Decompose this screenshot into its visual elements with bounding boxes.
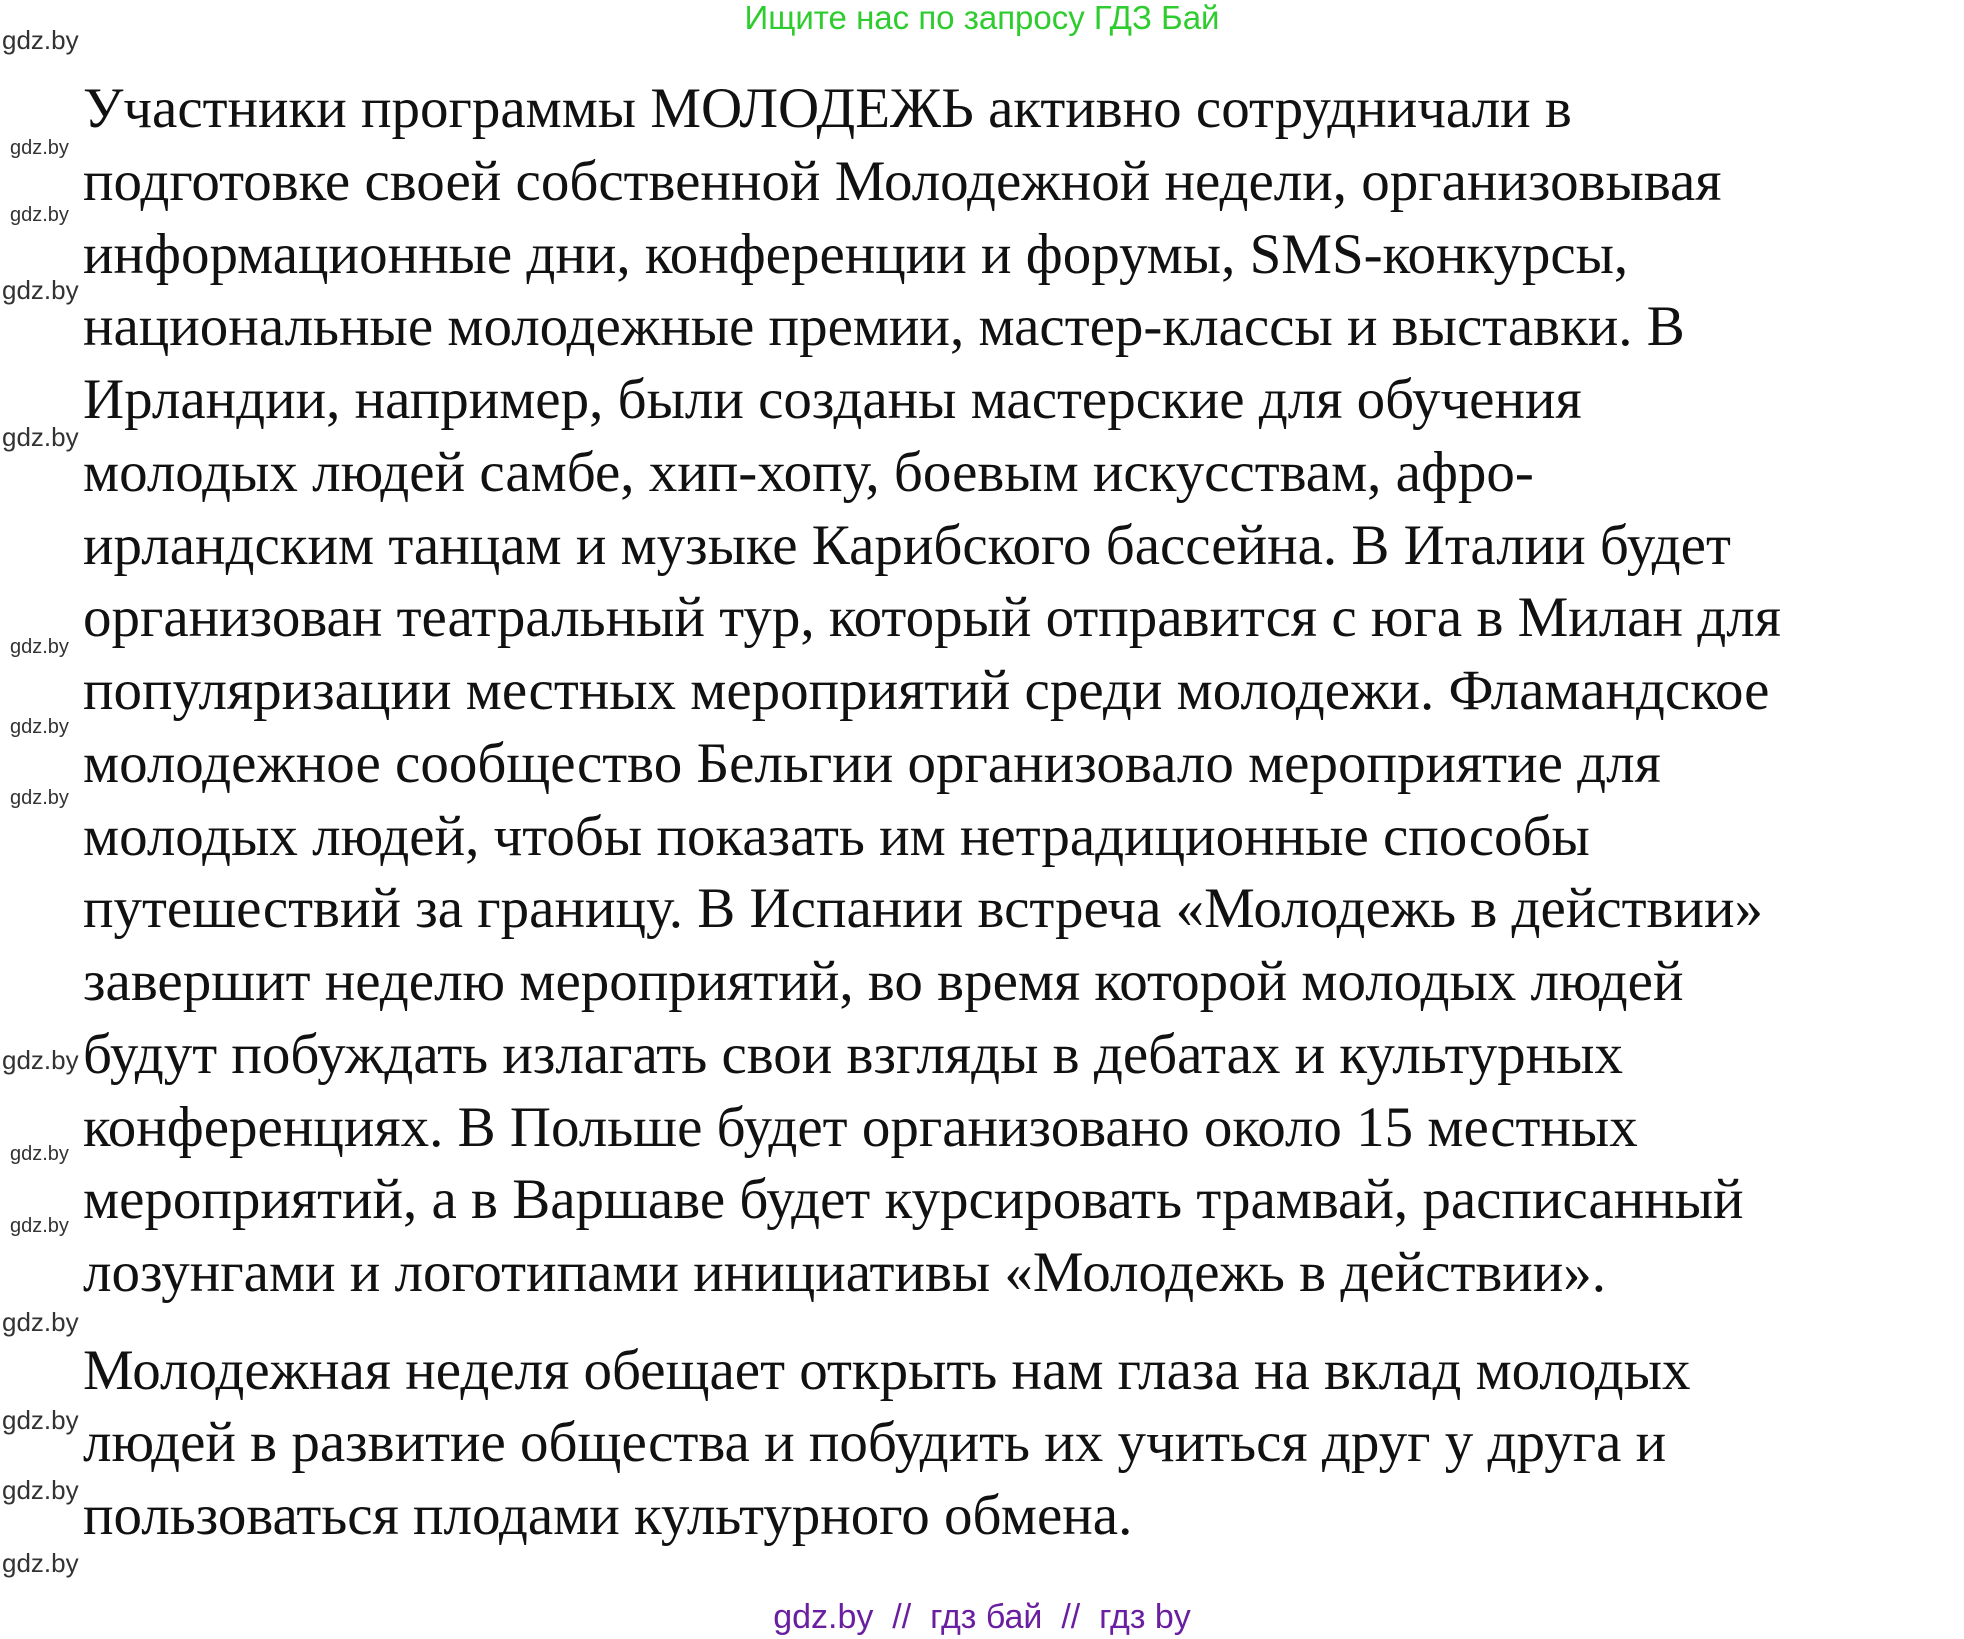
watermark: gdz.by	[10, 787, 69, 809]
text-line: мероприятий, а в Варшаве будет курсировать трамвай, расписанный	[83, 1168, 1744, 1231]
watermark: gdz.by	[2, 1405, 79, 1435]
text-line: молодых людей, чтобы показать им нетрадиционные способы	[83, 805, 1590, 868]
text-line: Молодежная неделя обещает открыть нам глаза на вклад молодых	[83, 1339, 1691, 1402]
watermark: gdz.by	[2, 1548, 79, 1578]
text-line: информационные дни, конференции и форумы, SMS-конкурсы,	[83, 223, 1629, 286]
text-line: ирландским танцам и музыке Карибского бассейна. В Италии будет	[83, 514, 1731, 577]
watermark: gdz.by	[10, 1215, 69, 1237]
watermark: gdz.by	[10, 636, 69, 658]
text-line: организован театральный тур, который отправится с юга в Милан для	[83, 586, 1781, 649]
text-line: людей в развитие общества и побудить их учиться друг у друга и	[83, 1411, 1667, 1474]
watermark: gdz.by	[2, 1475, 79, 1505]
text-line: Участники программы МОЛОДЕЖЬ активно сотрудничали в	[83, 77, 1572, 140]
text-line: будут побуждать излагать свои взгляды в дебатах и культурных	[83, 1023, 1623, 1086]
watermark: gdz.by	[2, 275, 79, 305]
watermark: gdz.by	[2, 1045, 79, 1075]
footer-links: gdz.by // гдз бай // гдз by	[773, 1598, 1191, 1636]
watermark: gdz.by	[10, 204, 69, 226]
text-line: национальные молодежные премии, мастер-классы и выставки. В	[83, 295, 1685, 358]
watermark: gdz.by	[2, 25, 79, 55]
text-line: подготовке своей собственной Молодежной недели, организовывая	[83, 150, 1722, 213]
watermark: gdz.by	[10, 1143, 69, 1165]
text-line: лозунгами и логотипами инициативы «Молодежь в действии».	[83, 1241, 1607, 1304]
search-hint-banner: Ищите нас по запросу ГДЗ Бай	[744, 0, 1220, 36]
text-line: молодых людей самбе, хип-хопу, боевым искусствам, афро-	[83, 441, 1534, 504]
text-line: конференциях. В Польше будет организовано около 15 местных	[83, 1096, 1638, 1159]
text-line: путешествий за границу. В Испании встреча «Молодежь в действии»	[83, 877, 1763, 940]
watermark: gdz.by	[10, 716, 69, 738]
text-line: популяризации местных мероприятий среди молодежи. Фламандское	[83, 659, 1770, 722]
text-line: пользоваться плодами культурного обмена.	[83, 1484, 1133, 1547]
watermark: gdz.by	[2, 422, 79, 452]
text-line: завершит неделю мероприятий, во время которой молодых людей	[83, 950, 1684, 1013]
watermark: gdz.by	[10, 137, 69, 159]
watermark: gdz.by	[2, 1307, 79, 1337]
text-line: молодежное сообщество Бельгии организовало мероприятие для	[83, 732, 1661, 795]
text-line: Ирландии, например, были созданы мастерские для обучения	[83, 368, 1582, 431]
